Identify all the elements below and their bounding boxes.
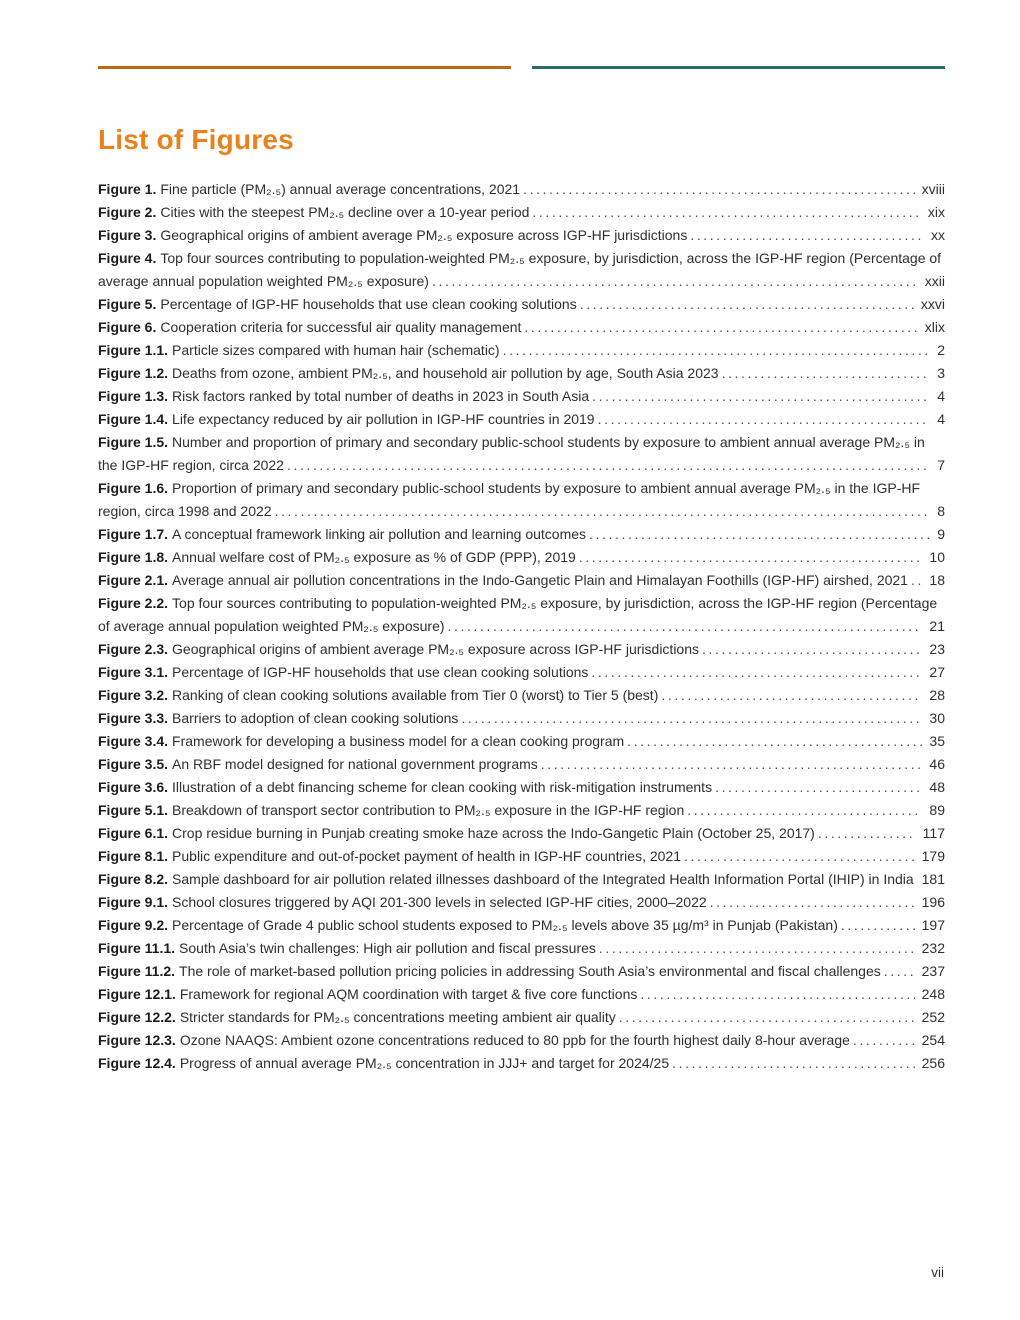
folio-page-number: vii: [931, 1265, 944, 1280]
figure-label: Figure 3.: [98, 227, 157, 244]
figure-title: Ranking of clean cooking solutions available from Tier 0 (worst) to Tier 5 (best): [172, 687, 659, 704]
figure-entry: [98, 1006, 945, 1029]
figure-label: Figure 5.1.: [98, 802, 169, 819]
figure-label: Figure 4.: [98, 250, 157, 267]
figure-title: Top four sources contributing to population-weighted PM₂.₅ exposure, by jurisdiction, across the IGP-HF region (Percentage of average annual population weighted PM₂.₅ exposure): [98, 250, 942, 290]
page-number: 4: [930, 408, 945, 431]
figure-label: Figure 3.3.: [98, 710, 169, 727]
figure-entry: [98, 293, 945, 316]
figure-entry: [98, 937, 945, 960]
page-title: List of Figures: [98, 124, 294, 155]
figure-entry: [98, 684, 945, 707]
figure-title: Ozone NAAQS: Ambient ozone concentrations reduced to 80 ppb for the fourth highest daily 8-hour average: [179, 1032, 850, 1049]
figure-entry: [98, 362, 945, 385]
page-number: 248: [915, 983, 945, 1006]
page-number: 196: [915, 891, 945, 914]
page-number: 256: [915, 1052, 945, 1075]
figure-entry: [98, 477, 945, 523]
figure-label: Figure 9.1.: [98, 894, 169, 911]
figure-title: Percentage of Grade 4 public school students exposed to PM₂.₅ levels above 35 µg/m³ in Punjab (Pakistan): [172, 917, 838, 934]
page-number: 117: [916, 822, 945, 845]
figure-label: Figure 12.3.: [98, 1032, 176, 1049]
figure-label: Figure 6.1.: [98, 825, 169, 842]
figure-label: Figure 2.: [98, 204, 157, 221]
figure-entry: [98, 960, 945, 983]
figure-label: Figure 1.2.: [98, 365, 169, 382]
page-number: 21: [922, 615, 945, 638]
figure-title: Deaths from ozone, ambient PM₂.₅, and household air pollution by age, South Asia 2023: [172, 365, 719, 382]
figure-entry: [98, 776, 945, 799]
page-number: 2: [930, 339, 945, 362]
figure-title: Geographical origins of ambient average PM₂.₅ exposure across IGP-HF jurisdictions: [160, 227, 688, 244]
page-number: xlix: [918, 316, 945, 339]
figure-entry: [98, 247, 945, 293]
page-number: 46: [922, 753, 945, 776]
figure-title: Annual welfare cost of PM₂.₅ exposure as % of GDP (PPP), 2019: [172, 549, 576, 566]
figure-entry: [98, 546, 945, 569]
figure-entry: [98, 868, 945, 891]
page-number: 7: [930, 454, 945, 477]
figure-title: Percentage of IGP-HF households that use clean cooking solutions: [160, 296, 577, 313]
page-number: 48: [922, 776, 945, 799]
figure-label: Figure 1.7.: [98, 526, 169, 543]
page-number: 28: [922, 684, 945, 707]
figure-entry: [98, 339, 945, 362]
figure-entry: [98, 178, 945, 201]
figure-label: Figure 1.5.: [98, 434, 169, 451]
figure-label: Figure 1.6.: [98, 480, 169, 497]
page-number: 9: [930, 523, 945, 546]
page-number: 252: [915, 1006, 945, 1029]
figure-entry: [98, 891, 945, 914]
figure-title: Crop residue burning in Punjab creating smoke haze across the Indo-Gangetic Plain (October 25, 2017): [172, 825, 815, 842]
figure-title: Percentage of IGP-HF households that use clean cooking solutions: [172, 664, 589, 681]
figure-title: Risk factors ranked by total number of deaths in 2023 in South Asia: [172, 388, 590, 405]
figure-label: Figure 1.: [98, 181, 157, 198]
page-number: xxii: [918, 270, 945, 293]
page-number: 179: [915, 845, 945, 868]
figure-label: Figure 2.3.: [98, 641, 169, 658]
figure-label: Figure 12.1.: [98, 986, 176, 1003]
figure-entry: [98, 914, 945, 937]
page-number: 89: [922, 799, 945, 822]
figure-title: Life expectancy reduced by air pollution in IGP-HF countries in 2019: [172, 411, 595, 428]
figure-title: Public expenditure and out-of-pocket payment of health in IGP-HF countries, 2021: [172, 848, 681, 865]
figure-title: Cooperation criteria for successful air quality management: [160, 319, 522, 336]
figure-entry: [98, 799, 945, 822]
figure-title: A conceptual framework linking air pollution and learning outcomes: [172, 526, 587, 543]
figure-title: Framework for regional AQM coordination with target & five core functions: [179, 986, 638, 1003]
figure-title: Proportion of primary and secondary public-school students by exposure to ambient annual average PM₂.₅ in the IGP-HF region, circa 1998 and 2022: [98, 480, 921, 520]
figure-title: South Asia’s twin challenges: High air pollution and fiscal pressures: [179, 940, 596, 957]
figure-label: Figure 1.4.: [98, 411, 169, 428]
figure-title: School closures triggered by AQI 201-300 levels in selected IGP-HF cities, 2000–2022: [172, 894, 707, 911]
figure-entry: [98, 661, 945, 684]
figure-label: Figure 1.1.: [98, 342, 169, 359]
figure-label: Figure 8.2.: [98, 871, 169, 888]
page-number: 4: [930, 385, 945, 408]
page-number: 237: [915, 960, 945, 983]
figure-title: Fine particle (PM₂.₅) annual average concentrations, 2021: [160, 181, 521, 198]
page-number: 232: [915, 937, 945, 960]
figure-entry: [98, 316, 945, 339]
figure-label: Figure 8.1.: [98, 848, 169, 865]
figure-title: Framework for developing a business model for a clean cooking program: [172, 733, 625, 750]
figure-entry: [98, 523, 945, 546]
figure-label: Figure 1.3.: [98, 388, 169, 405]
figure-title: Average annual air pollution concentrations in the Indo-Gangetic Plain and Himalayan Foothills (IGP-HF) airshed, 2021: [172, 572, 908, 589]
page-number: xx: [924, 224, 945, 247]
figure-label: Figure 3.5.: [98, 756, 169, 773]
figure-entry: [98, 753, 945, 776]
figure-entry: [98, 431, 945, 477]
page-number: 8: [930, 500, 945, 523]
figure-entry: [98, 569, 945, 592]
figure-title: Number and proportion of primary and secondary public-school students by exposure to ambient annual average PM₂.₅ in the IGP-HF region, circa 2022: [98, 434, 925, 474]
figure-label: Figure 11.2.: [98, 963, 176, 980]
page-number: 181: [915, 868, 945, 891]
figure-entry: [98, 845, 945, 868]
figure-title: Stricter standards for PM₂.₅ concentrations meeting ambient air quality: [179, 1009, 616, 1026]
figure-title: Cities with the steepest PM₂.₅ decline over a 10-year period: [160, 204, 530, 221]
figure-label: Figure 12.2.: [98, 1009, 176, 1026]
figure-label: Figure 9.2.: [98, 917, 169, 934]
figure-title: Geographical origins of ambient average PM₂.₅ exposure across IGP-HF jurisdictions: [172, 641, 699, 658]
page-number: xxvi: [914, 293, 945, 316]
page-number: 23: [922, 638, 945, 661]
figure-entry: [98, 201, 945, 224]
page-number: 35: [922, 730, 945, 753]
teal-rule: [532, 66, 945, 69]
page-number: 254: [915, 1029, 945, 1052]
figure-label: Figure 1.8.: [98, 549, 169, 566]
figure-entry: [98, 638, 945, 661]
figure-entry: [98, 224, 945, 247]
figure-label: Figure 3.4.: [98, 733, 169, 750]
figure-label: Figure 2.1.: [98, 572, 169, 589]
figure-label: Figure 6.: [98, 319, 157, 336]
figure-label: Figure 3.1.: [98, 664, 169, 681]
page-number: 30: [922, 707, 945, 730]
figure-label: Figure 12.4.: [98, 1055, 176, 1072]
header-rules: [98, 66, 945, 69]
figure-list: [98, 178, 945, 1075]
figure-entry: [98, 983, 945, 1006]
figure-entry: [98, 822, 945, 845]
page-number: 197: [915, 914, 945, 937]
figure-label: Figure 3.2.: [98, 687, 169, 704]
figure-entry: [98, 592, 945, 638]
figure-label: Figure 5.: [98, 296, 157, 313]
figure-title: An RBF model designed for national government programs: [172, 756, 538, 773]
figure-title: Particle sizes compared with human hair (schematic): [172, 342, 500, 359]
page-number: 10: [922, 546, 945, 569]
figure-entry: [98, 707, 945, 730]
page-number: 27: [922, 661, 945, 684]
page-number: xviii: [915, 178, 945, 201]
figure-label: Figure 11.1.: [98, 940, 176, 957]
page-number: 18: [922, 569, 945, 592]
figure-label: Figure 3.6.: [98, 779, 169, 796]
figure-title: Progress of annual average PM₂.₅ concentration in JJJ+ and target for 2024/25: [179, 1055, 670, 1072]
figure-entry: [98, 408, 945, 431]
page-number: 3: [930, 362, 945, 385]
figure-entry: [98, 730, 945, 753]
orange-rule: [98, 66, 511, 69]
figure-title: The role of market-based pollution pricing policies in addressing South Asia’s environmental and fiscal challenges: [179, 963, 881, 980]
figure-title: Illustration of a debt financing scheme for clean cooking with risk-mitigation instruments: [172, 779, 713, 796]
figure-entry: [98, 1052, 945, 1075]
figure-title: Sample dashboard for air pollution related illnesses dashboard of the Integrated Health Information Portal (IHIP) in India: [172, 871, 914, 888]
figure-entry: [98, 1029, 945, 1052]
figure-title: Breakdown of transport sector contribution to PM₂.₅ exposure in the IGP-HF region: [172, 802, 685, 819]
figure-entry: [98, 385, 945, 408]
figure-label: Figure 2.2.: [98, 595, 169, 612]
figure-title: Barriers to adoption of clean cooking solutions: [172, 710, 459, 727]
page-number: xix: [921, 201, 945, 224]
figure-title: Top four sources contributing to population-weighted PM₂.₅ exposure, by jurisdiction, across the IGP-HF region (Percentage of average annual population weighted PM₂.₅ exposure): [98, 595, 938, 635]
